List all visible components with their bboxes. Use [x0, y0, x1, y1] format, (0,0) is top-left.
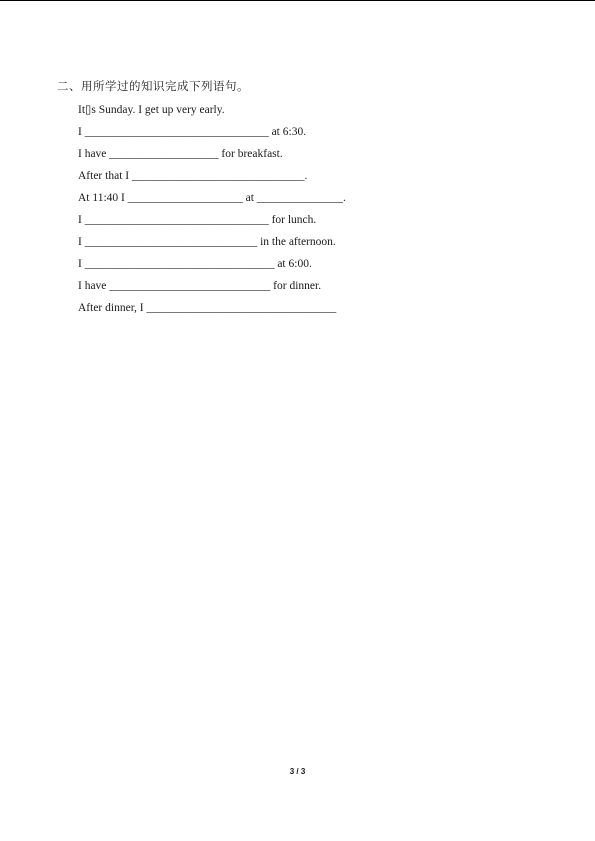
section-heading: 二、用所学过的知识完成下列语句。	[57, 79, 249, 93]
top-border-line	[0, 0, 595, 1]
exercise-line-6: I ________________________________ for lunch.	[78, 214, 317, 226]
page-number: 3 / 3	[289, 767, 306, 776]
exercise-line-3: I have ___________________ for breakfast.	[78, 148, 283, 160]
exercise-line-7: I ______________________________ in the afternoon.	[78, 236, 336, 248]
exercise-line-10: After dinner, I _________________________________	[78, 302, 337, 314]
exercise-line-8: I _________________________________ at 6:00.	[78, 258, 312, 270]
exercise-line-9: I have ____________________________ for dinner.	[78, 280, 322, 292]
exercise-line-1: It▯s Sunday. I get up very early.	[78, 104, 225, 116]
exercise-line-4: After that I ______________________________.	[78, 170, 308, 182]
exercise-line-2: I ________________________________ at 6:30.	[78, 126, 307, 138]
exercise-line-5: At 11:40 I ____________________ at _______________.	[78, 192, 346, 204]
